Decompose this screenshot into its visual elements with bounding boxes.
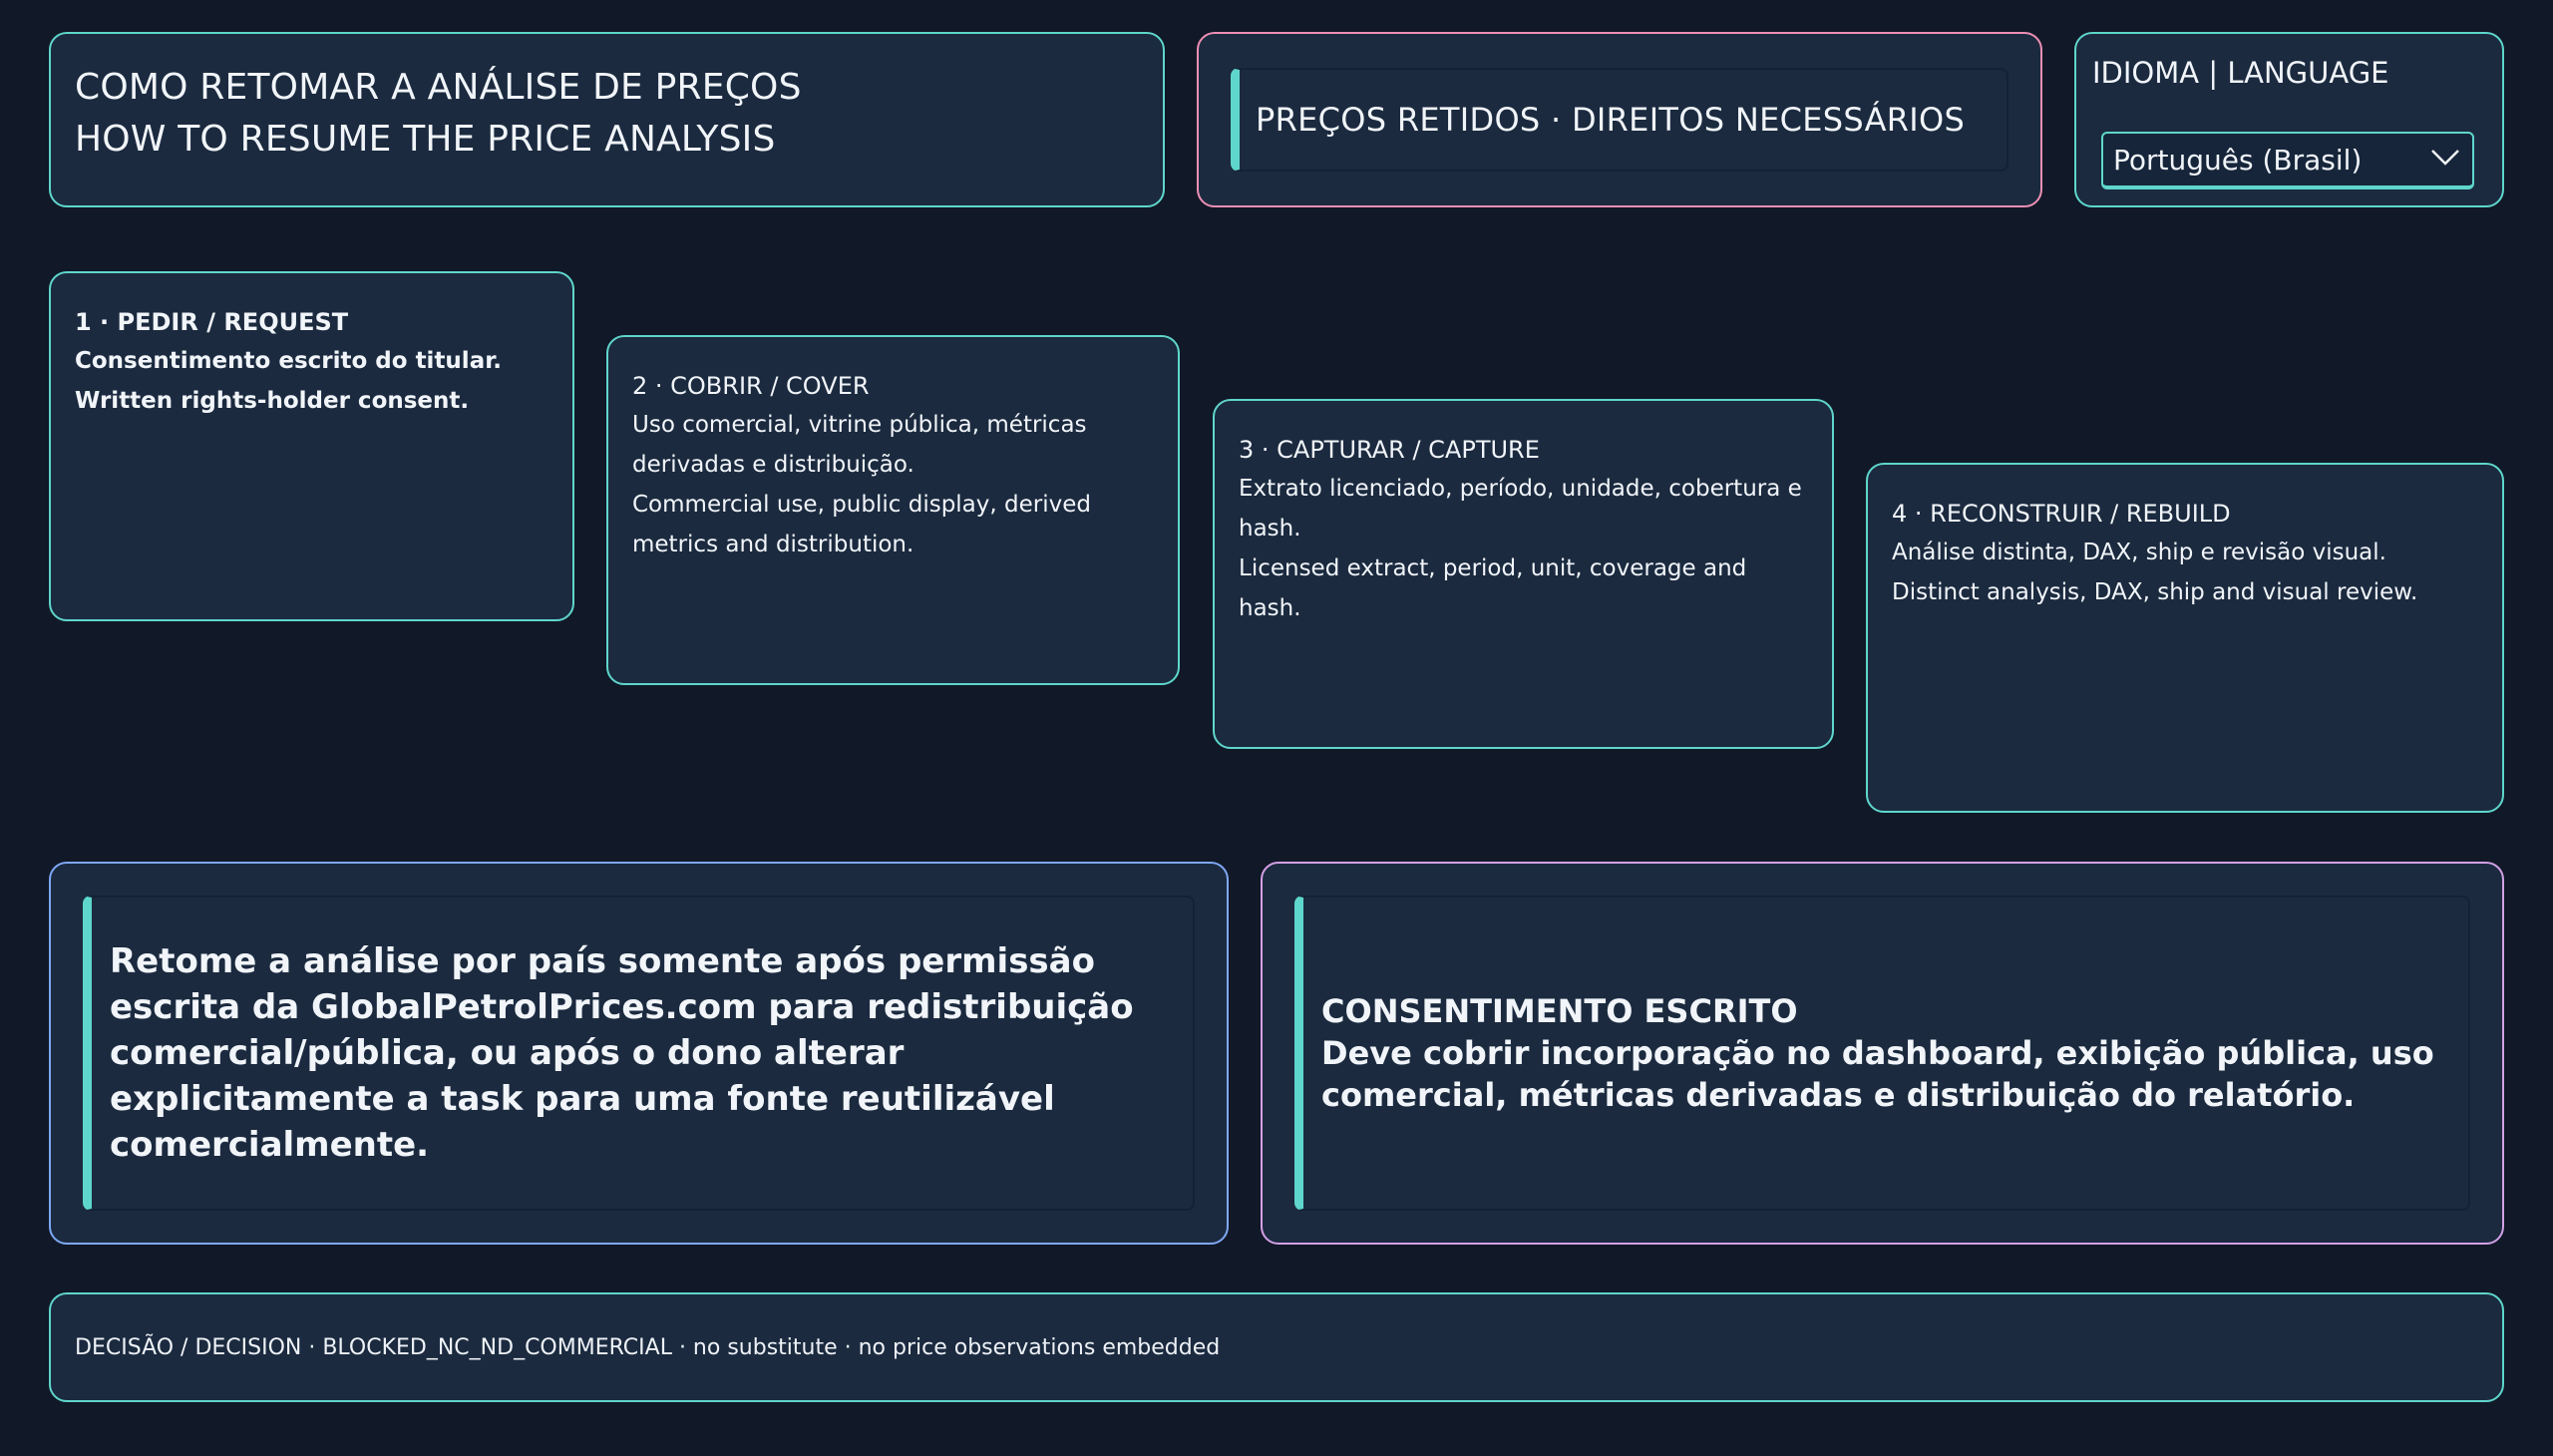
resume-note xyxy=(83,896,1195,1211)
language-card xyxy=(2074,32,2504,207)
step-card-request xyxy=(49,271,574,621)
decision-bar xyxy=(49,1292,2504,1402)
resume-note-text: Retome a análise por país somente após permissão escrita da GlobalPetrolPrices.com para redistribuição comercial/pública, ou após o dono alterar explicitamente a task para uma fonte reutilizável comercialmente. xyxy=(110,941,1134,1165)
language-selected-value: Português (Brasil) xyxy=(2113,143,2363,177)
step-text-en: Commercial use, public display, derived metrics and distribution. xyxy=(632,492,1091,557)
step-text-en: Distinct analysis, DAX, ship and visual review. xyxy=(1892,579,2418,605)
status-label: PREÇOS RETIDOS · DIREITOS NECESSÁRIOS xyxy=(1256,101,1966,139)
resume-note-card xyxy=(49,862,1229,1245)
step-card-capture xyxy=(1213,399,1834,749)
title-card xyxy=(49,32,1165,207)
page-title-en: HOW TO RESUME THE PRICE ANALYSIS xyxy=(75,119,776,160)
consent-note-body: Deve cobrir incorporação no dashboard, exibição pública, uso comercial, métricas derivadas e distribuição do relatório. xyxy=(1321,1034,2434,1114)
step-text-pt: Consentimento escrito do titular. xyxy=(75,348,503,374)
step-text-en: Written rights-holder consent. xyxy=(75,388,470,414)
consent-note-title: CONSENTIMENTO ESCRITO xyxy=(1321,992,1798,1030)
status-banner xyxy=(1231,68,2008,172)
step-text-en: Licensed extract, period, unit, coverage and hash. xyxy=(1239,555,1747,621)
step-text-pt: Uso comercial, vitrine pública, métricas derivadas e distribuição. xyxy=(632,412,1087,478)
step-title: 1 · PEDIR / REQUEST xyxy=(75,308,349,336)
step-text-pt: Extrato licenciado, período, unidade, cobertura e hash. xyxy=(1239,476,1802,542)
consent-note-card xyxy=(1261,862,2504,1245)
step-title: 2 · COBRIR / COVER xyxy=(632,372,870,400)
status-card xyxy=(1197,32,2042,207)
chevron-down-icon xyxy=(2430,148,2460,168)
step-card-rebuild xyxy=(1866,463,2504,813)
page-title-pt: COMO RETOMAR A ANÁLISE DE PREÇOS xyxy=(75,67,802,108)
consent-note xyxy=(1294,896,2470,1211)
step-title: 4 · RECONSTRUIR / REBUILD xyxy=(1892,500,2231,528)
language-select[interactable] xyxy=(2101,132,2474,189)
step-title: 3 · CAPTURAR / CAPTURE xyxy=(1239,436,1540,464)
step-card-cover xyxy=(606,335,1180,685)
decision-text: DECISÃO / DECISION · BLOCKED_NC_ND_COMMERCIAL · no substitute · no price observations embedded xyxy=(75,1334,1221,1360)
language-title: IDIOMA | LANGUAGE xyxy=(2092,56,2389,90)
step-text-pt: Análise distinta, DAX, ship e revisão visual. xyxy=(1892,540,2386,565)
